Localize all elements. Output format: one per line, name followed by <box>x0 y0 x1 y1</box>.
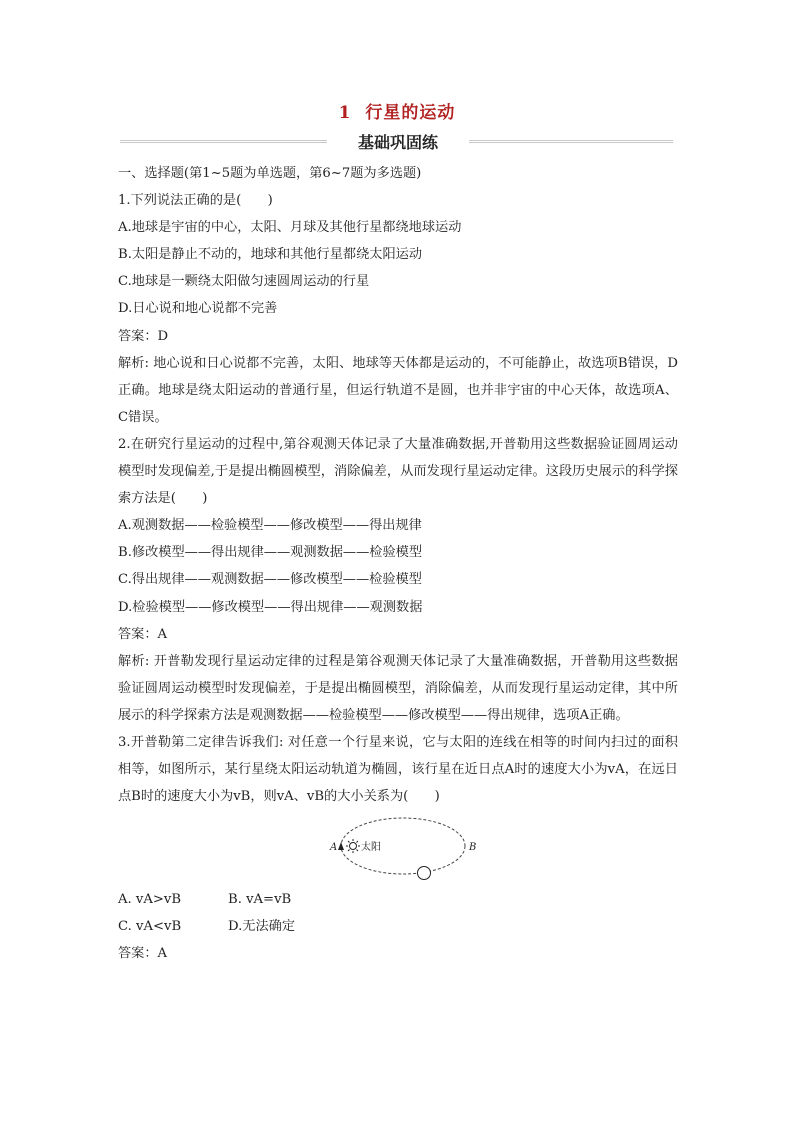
sun-label: 太阳 <box>361 842 381 854</box>
planet-icon <box>418 867 431 880</box>
point-b-label: B <box>469 842 477 854</box>
arrow-at-a <box>338 842 344 850</box>
q2-answer: 答案：A <box>118 626 168 642</box>
orbit-figure <box>118 814 678 884</box>
q2-analysis: 解析: 开普勒发现行星运动定律的过程是第谷观测天体记录了大量准确数据，开普勒用这些数据验证圆周运动模型时发现偏差，于是提出椭圆模型，消除偏差，从而发现行星运动定律，其中所展示的科学探索方法是观测数据——检验模型——修改模型——得出规律，选项A正确。 <box>118 653 678 723</box>
q1-option-d: D.日心说和地心说都不完善 <box>118 301 278 317</box>
q1-answer: 答案：D <box>118 328 169 344</box>
q2-stem: 2.在研究行星运动的过程中,第谷观测天体记录了大量准确数据,开普勒用这些数据验证圆周运动模型时发现偏差,于是提出椭圆模型，消除偏差，从而发现行星运动定律。这段历史展示的科学探索方法是( ) <box>118 436 678 507</box>
banner-rule-left <box>120 140 327 143</box>
q3-option-c: C. vA<vB <box>118 919 182 935</box>
q2-option-a: A.观测数据——检验模型——修改模型——得出规律 <box>118 518 422 534</box>
content <box>118 160 678 968</box>
lesson-title-text: 行星的运动 <box>365 103 456 123</box>
q1-stem: 1.下列说法正确的是( ) <box>118 193 273 209</box>
q3-stem: 3.开普勒第二定律告诉我们: 对任意一个行星来说，它与太阳的连线在相等的时间内扫过的面积相等，如图所示，某行星绕太阳运动轨道为椭圆，该行星在近日点A时的速度大小为vA，在远日点B时的速度大小为vB，则vA、vB的大小关系为( ) <box>118 734 678 805</box>
q2-option-d: D.检验模型——修改模型——得出规律——观测数据 <box>118 599 423 615</box>
q3-option-b: B. vA=vB <box>228 892 292 908</box>
q3-option-a: A. vA>vB <box>118 892 182 908</box>
banner-title: 基础巩固练 <box>357 133 438 152</box>
q3-option-d: D.无法确定 <box>228 919 296 935</box>
lesson-number: 1 <box>338 103 352 123</box>
q1-option-b: B.太阳是静止不动的，地球和其他行星都绕太阳运动 <box>118 247 423 263</box>
q2-option-b: B.修改模型——得出规律——观测数据——检验模型 <box>118 545 423 561</box>
banner-rule-right <box>469 140 673 143</box>
point-a-label: A <box>330 842 338 854</box>
orbit-diagram <box>328 814 478 882</box>
section-banner <box>120 128 673 156</box>
q3-options-row-1 <box>118 886 678 913</box>
q3-options-row-2 <box>118 913 678 940</box>
q3-answer: 答案：A <box>118 946 168 962</box>
q1-option-c: C.地球是一颗绕太阳做匀速圆周运动的行星 <box>118 274 370 290</box>
q2-option-c: C.得出规律——观测数据——修改模型——检验模型 <box>118 572 422 588</box>
lesson-title <box>0 98 794 123</box>
section-heading: 一、选择题(第1~5题为单选题，第6~7题为多选题) <box>118 166 422 181</box>
q1-option-a: A.地球是宇宙的中心，太阳、月球及其他行星都绕地球运动 <box>118 220 462 236</box>
sun-icon <box>346 839 360 853</box>
q1-analysis: 解析: 地心说和日心说都不完善，太阳、地球等天体都是运动的，不可能静止，故选项B错误，D正确。地球是绕太阳运动的普通行星，但运行轨道不是圆，也并非宇宙的中心天体，故选项A、C错误。 <box>118 355 678 425</box>
